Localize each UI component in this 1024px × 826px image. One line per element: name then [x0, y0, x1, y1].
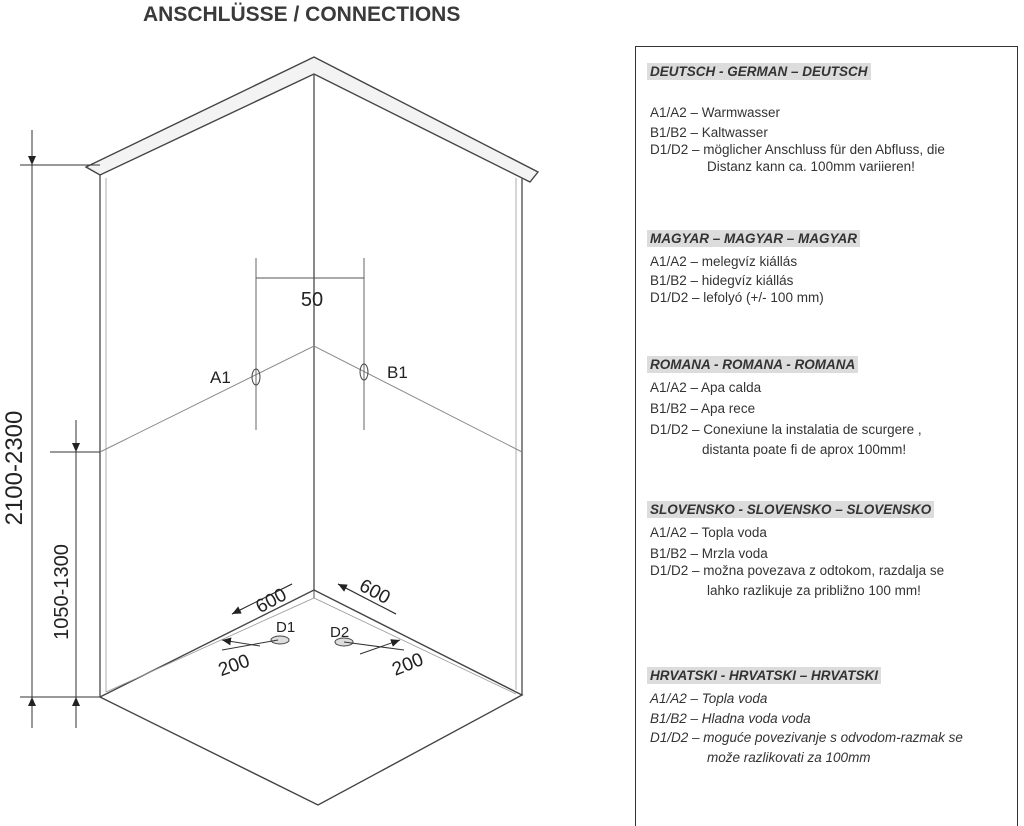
- label-b1: B1: [387, 363, 408, 382]
- line-b: B1/B2 – Mrzla voda: [650, 546, 768, 561]
- floor-outline: [100, 590, 522, 805]
- line-d-cont: Distanz kann ca. 100mm variieren!: [707, 159, 915, 174]
- connection-height-line: [100, 346, 522, 452]
- line-d: D1/D2 – možna povezava z odtokom, razdalja se: [650, 563, 945, 578]
- label-d2: D2: [330, 624, 350, 641]
- line-b: B1/B2 – Hladna voda voda: [650, 711, 811, 726]
- line-b: B1/B2 – hidegvíz kiállás: [650, 273, 794, 288]
- section-romanian: [650, 356, 1015, 458]
- line-d: D1/D2 – moguće povezivanje s odvodom-razmak se: [650, 730, 963, 745]
- line-a: A1/A2 – Warmwasser: [650, 105, 781, 120]
- line-d-cont: može razlikovati za 100mm: [707, 750, 871, 765]
- height-connection-label: 1050-1300: [51, 544, 73, 640]
- section-german: [650, 63, 1015, 175]
- line-d-cont: distanta poate fi de aprox 100mm!: [702, 442, 907, 457]
- spacing-label: 50: [300, 289, 324, 311]
- line-b: B1/B2 – Kaltwasser: [650, 125, 768, 140]
- line-d: D1/D2 – möglicher Anschluss für den Abfluss, die: [650, 142, 945, 157]
- dim-right-200: 200: [389, 649, 427, 681]
- section-header: SLOVENSKO - SLOVENSKO – SLOVENSKO: [647, 501, 934, 518]
- section-header: HRVATSKI - HRVATSKI – HRVATSKI: [647, 667, 881, 684]
- section-header: ROMANA - ROMANA - ROMANA: [647, 356, 858, 373]
- section-hungarian: [650, 230, 1015, 306]
- label-d1: D1: [276, 619, 296, 636]
- label-a1: A1: [210, 368, 231, 387]
- dim-left-200: 200: [215, 650, 253, 682]
- section-header: DEUTSCH - GERMAN – DEUTSCH: [647, 63, 871, 80]
- dim-left-600: 600: [252, 584, 291, 618]
- section-header: MAGYAR – MAGYAR – MAGYAR: [647, 230, 860, 247]
- line-a: A1/A2 – Apa calda: [650, 380, 762, 395]
- line-a: A1/A2 – Topla voda: [650, 691, 768, 706]
- section-croatian: [650, 667, 1015, 766]
- page-title: ANSCHLÜSSE / CONNECTIONS: [143, 3, 461, 26]
- line-a: A1/A2 – Topla voda: [650, 525, 767, 540]
- section-slovenian: [650, 501, 1015, 599]
- line-b: B1/B2 – Apa rece: [650, 401, 756, 416]
- legend-panel: [635, 46, 1018, 826]
- top-cap-outline: [86, 57, 538, 182]
- line-d: D1/D2 – lefolyó (+/- 100 mm): [650, 290, 824, 305]
- dim-right-600: 600: [355, 575, 394, 609]
- line-d-cont: lahko razlikuje za približno 100 mm!: [707, 583, 921, 598]
- drain-d1: [271, 636, 289, 644]
- line-d: D1/D2 – Conexiune la instalatia de scurgere ,: [650, 422, 922, 437]
- line-a: A1/A2 – melegvíz kiállás: [650, 254, 798, 269]
- height-total-label: 2100-2300: [1, 410, 28, 526]
